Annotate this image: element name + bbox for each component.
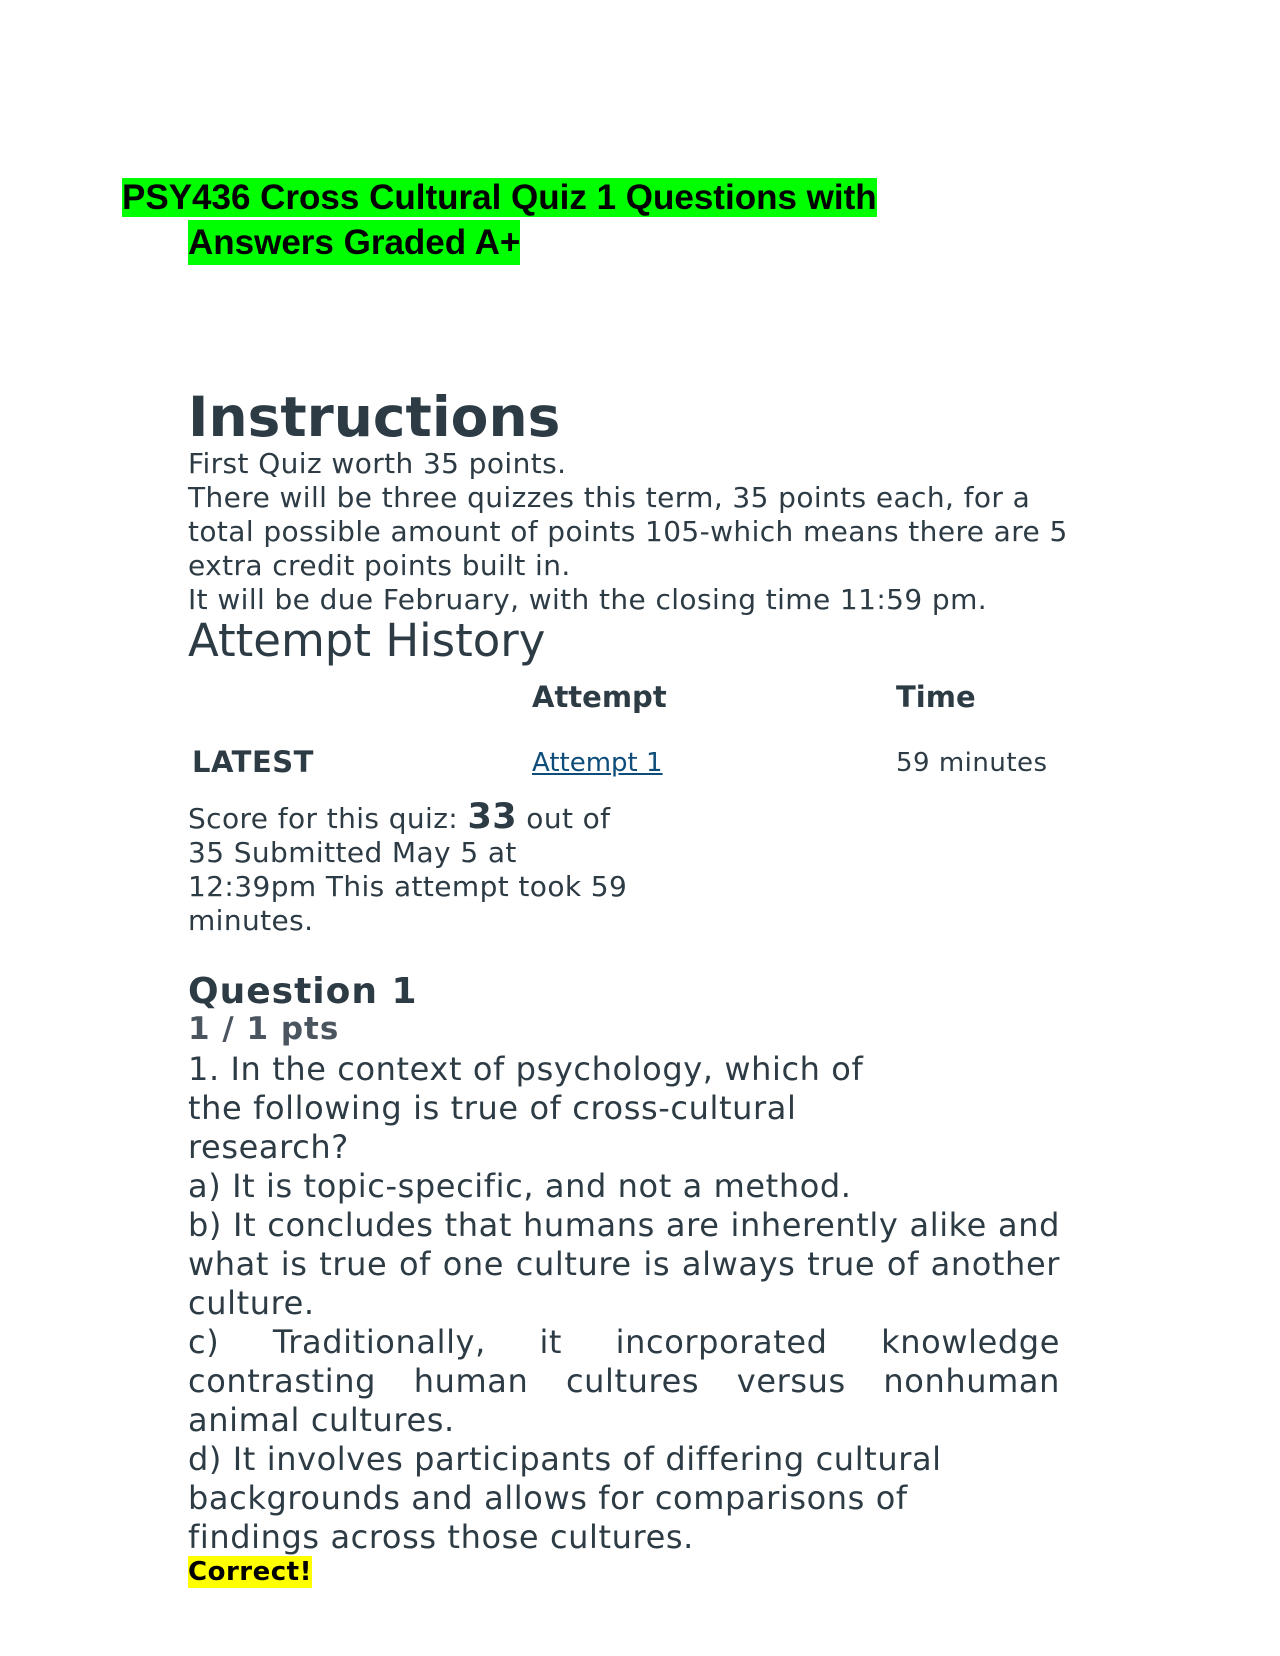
instructions-line: There will be three quizzes this term, 35 points each, for a total possible amount of points 105-which means there are 5 extra credit points built in.: [188, 481, 1068, 582]
attempt-1-link[interactable]: Attempt 1: [532, 748, 663, 778]
question-body: [188, 1050, 1060, 1557]
document-title: [122, 175, 1002, 265]
column-header-time: Time: [896, 680, 976, 714]
question-heading: Question 1: [188, 971, 418, 1012]
column-header-attempt: Attempt: [532, 680, 667, 714]
attempt-time: 59 minutes: [896, 748, 1048, 778]
instructions-heading: Instructions: [188, 385, 561, 449]
answer-option-d: d) It involves participants of differing cultural backgrounds and allows for comparisons of findings across those cultures.: [188, 1440, 942, 1556]
instructions-body: [188, 447, 1128, 617]
score-prefix: Score for this quiz:: [188, 802, 459, 835]
attempt-history-heading: Attempt History: [188, 614, 546, 667]
instructions-line: It will be due February, with the closing time 11:59 pm.: [188, 583, 988, 616]
score-value: 33: [467, 797, 517, 837]
document-title-line1: PSY436 Cross Cultural Quiz 1 Questions with: [122, 178, 877, 217]
document-title-line2: Answers Graded A+: [188, 220, 520, 265]
instructions-line: First Quiz worth 35 points.: [188, 447, 567, 480]
latest-label: LATEST: [192, 745, 314, 779]
question-points: 1 / 1 pts: [188, 1011, 340, 1047]
answer-option-b: b) It concludes that humans are inherently alike and what is true of one culture is always true of another culture.: [188, 1206, 1060, 1322]
correct-badge: Correct!: [188, 1557, 312, 1587]
question-prompt: 1. In the context of psychology, which of the following is true of cross-cultural research?: [188, 1050, 864, 1166]
answer-option-c: c) Traditionally, it incorporated knowledge contrasting human cultures versus nonhuman animal cultures.: [188, 1323, 1060, 1439]
score-summary: [188, 797, 648, 938]
score-suffix: out of 35 Submitted May 5 at 12:39pm This attempt took 59 minutes.: [188, 802, 628, 937]
answer-option-a: a) It is topic-specific, and not a method.: [188, 1167, 852, 1205]
